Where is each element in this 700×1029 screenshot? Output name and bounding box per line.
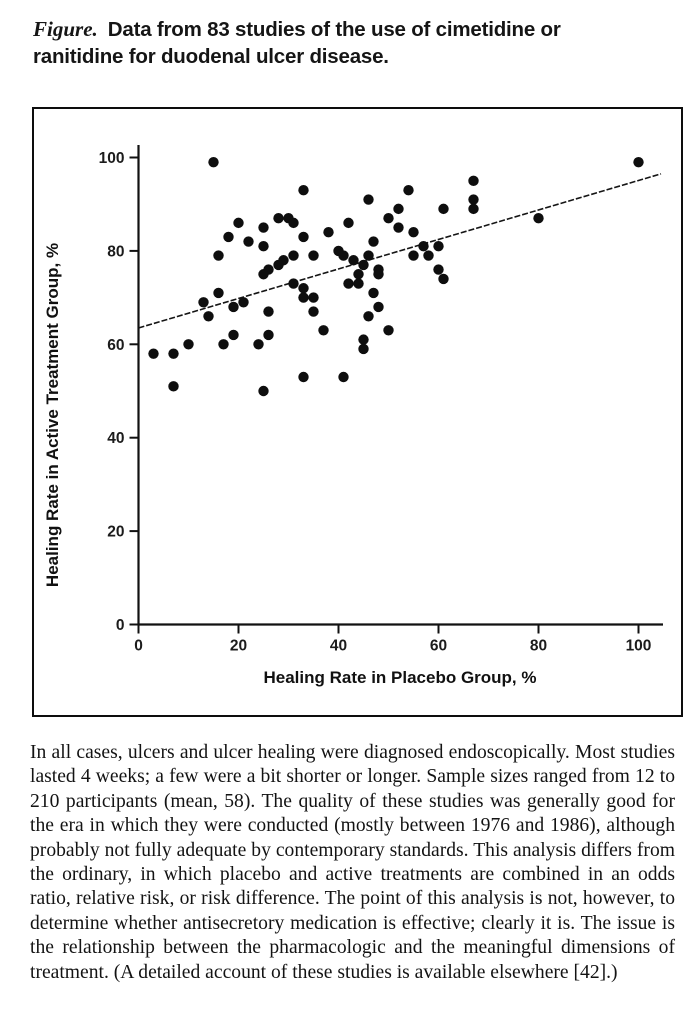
figure-caption xyxy=(33,16,647,70)
data-point xyxy=(198,297,208,307)
data-point xyxy=(368,288,378,298)
data-point xyxy=(223,232,233,242)
data-point xyxy=(258,269,268,279)
data-point xyxy=(363,311,373,321)
data-point xyxy=(368,236,378,246)
data-point xyxy=(288,250,298,260)
data-point xyxy=(308,306,318,316)
data-point xyxy=(258,222,268,232)
data-point xyxy=(433,264,443,274)
figure-caption-label: Figure. xyxy=(33,17,98,41)
x-tick-label: 40 xyxy=(329,637,348,655)
data-point xyxy=(308,292,318,302)
data-point xyxy=(353,269,363,279)
data-point xyxy=(468,204,478,214)
y-tick-label: 20 xyxy=(107,523,125,541)
data-point xyxy=(213,250,223,260)
data-point xyxy=(253,339,263,349)
data-point xyxy=(408,250,418,260)
data-point xyxy=(438,204,448,214)
data-point xyxy=(533,213,543,223)
data-point xyxy=(233,218,243,228)
data-point xyxy=(298,372,308,382)
data-point xyxy=(213,288,223,298)
data-point xyxy=(358,260,368,270)
data-point xyxy=(343,278,353,288)
data-point xyxy=(298,292,308,302)
figure-box xyxy=(32,107,683,717)
x-tick-label: 100 xyxy=(625,637,652,655)
data-point xyxy=(383,213,393,223)
data-point xyxy=(218,339,228,349)
data-point xyxy=(308,250,318,260)
x-tick-label: 20 xyxy=(229,637,248,655)
data-point xyxy=(263,330,273,340)
data-point xyxy=(323,227,333,237)
data-point xyxy=(258,386,268,396)
y-tick-label: 0 xyxy=(115,617,125,634)
y-tick-label: 60 xyxy=(107,336,125,354)
data-point xyxy=(228,330,238,340)
data-point xyxy=(353,278,363,288)
data-point xyxy=(408,227,418,237)
data-point xyxy=(373,302,383,312)
data-point xyxy=(183,339,193,349)
data-point xyxy=(288,278,298,288)
data-point xyxy=(418,241,428,251)
data-point xyxy=(338,372,348,382)
figure-caption-text: Data from 83 studies of the use of cimetidine or ranitidine for duodenal ulcer disease. xyxy=(33,18,561,68)
data-point xyxy=(168,381,178,391)
data-point xyxy=(168,348,178,358)
x-axis-label: Healing Rate in Placebo Group, % xyxy=(263,668,537,687)
data-point xyxy=(373,269,383,279)
data-point xyxy=(298,185,308,195)
data-point xyxy=(338,250,348,260)
data-point xyxy=(358,344,368,354)
data-point xyxy=(148,348,158,358)
figure-note-text: In all cases, ulcers and ulcer healing were diagnosed endoscopically. Most studies lasted 4 weeks; a few were a bit shorter or longer. Sample sizes ranged from 12 to 210 participants (mean, 58). The quality of these studies was generally good for the era in which they were conducted (mostly between 1976 and 1986), although probably not fully adequate by contemporary standards. This analysis differs from the ordinary, in which placebo and active treatments are combined in an odds ratio, relative risk, or risk difference. The point of this analysis is not, however, to determine whether antisecretory medication is effective; clearly it is. The issue is the relationship between the pharmacologic and the meaningful dimensions of treatment. (A detailed account of these studies is available elsewhere [42].) xyxy=(30,742,675,983)
data-point xyxy=(363,250,373,260)
y-axis-label: Healing Rate in Active Treatment Group, % xyxy=(43,242,62,588)
data-point xyxy=(298,283,308,293)
scatter-plot xyxy=(34,109,681,715)
data-point xyxy=(423,250,433,260)
data-point xyxy=(238,297,248,307)
data-point xyxy=(438,274,448,284)
data-point xyxy=(273,260,283,270)
data-point xyxy=(343,218,353,228)
data-point xyxy=(288,218,298,228)
data-point xyxy=(243,236,253,246)
y-tick-label: 40 xyxy=(107,430,125,448)
data-point xyxy=(298,232,308,242)
x-tick-label: 0 xyxy=(134,637,143,655)
x-tick-label: 80 xyxy=(529,637,548,655)
data-point xyxy=(633,157,643,167)
data-point xyxy=(393,204,403,214)
data-point xyxy=(208,157,218,167)
data-point xyxy=(203,311,213,321)
x-tick-label: 60 xyxy=(429,637,448,655)
data-point xyxy=(383,325,393,335)
data-point xyxy=(468,176,478,186)
data-point xyxy=(358,334,368,344)
data-point xyxy=(318,325,328,335)
y-tick-label: 80 xyxy=(107,243,125,261)
data-point xyxy=(228,302,238,312)
data-point xyxy=(403,185,413,195)
y-tick-label: 100 xyxy=(98,150,125,167)
data-point xyxy=(258,241,268,251)
data-point xyxy=(348,255,358,265)
data-point xyxy=(433,241,443,251)
data-point xyxy=(273,213,283,223)
data-point xyxy=(468,194,478,204)
data-point xyxy=(363,194,373,204)
data-point xyxy=(393,222,403,232)
data-point xyxy=(263,306,273,316)
